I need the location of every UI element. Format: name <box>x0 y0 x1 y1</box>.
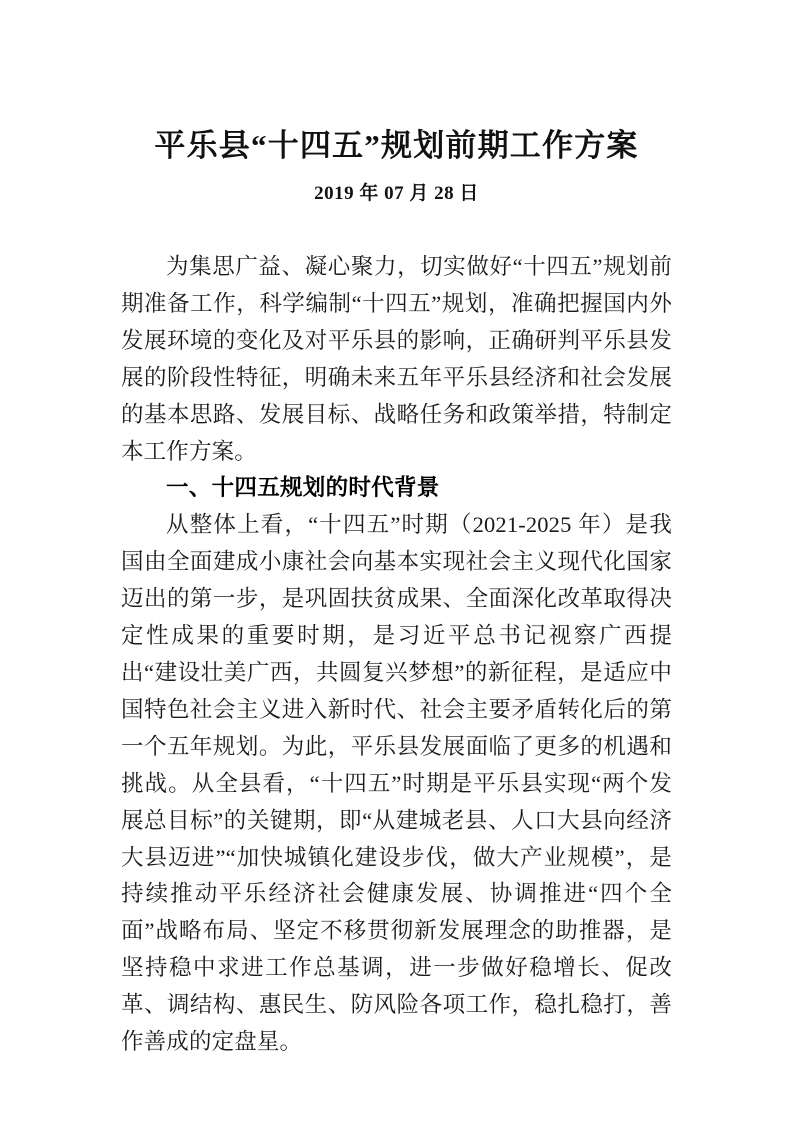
background-paragraph: 从整体上看，“十四五”时期（2021-2025 年）是我国由全面建成小康社会向基本实现社会主义现代化国家迈出的第一步，是巩固扶贫成果、全面深化改革取得决定性成果的重要时期，是习近平总书记视察广西提出“建设壮美广西，共圆复兴梦想”的新征程，是适应中国特色社会主义进入新时代、社会主要矛盾转化后的第一个五年规划。为此，平乐县发展面临了更多的机遇和挑战。从全县看，“十四五”时期是平乐县实现“两个发展总目标”的关键期，即“从建城老县、人口大县向经济大县迈进”“加快城镇化建设步伐，做大产业规模”，是持续推动平乐经济社会健康发展、协调推进“四个全面”战略布局、坚定不移贯彻新发展理念的助推器，是坚持稳中求进工作总基调，进一步做好稳增长、促改革、调结构、惠民生、防风险各项工作，稳扎稳打，善作善成的定盘星。 <box>121 512 672 1055</box>
document-date: 2019 年 07 月 28 日 <box>314 183 479 204</box>
document-body <box>121 209 672 1061</box>
intro-paragraph: 为集思广益、凝心聚力，切实做好“十四五”规划前期准备工作，科学编制“十四五”规划，准确把握国内外发展环境的变化及对平乐县的影响，正确研判平乐县发展的阶段性特征，明确未来五年平乐县经济和社会发展的基本思路、发展目标、战略任务和政策举措，特制定本工作方案。 <box>121 254 672 464</box>
section-heading-1: 一、十四五规划的时代背景 <box>166 475 440 501</box>
document-content-column <box>121 0 672 1061</box>
page-title: 平乐县“十四五”规划前期工作方案 <box>154 128 639 163</box>
